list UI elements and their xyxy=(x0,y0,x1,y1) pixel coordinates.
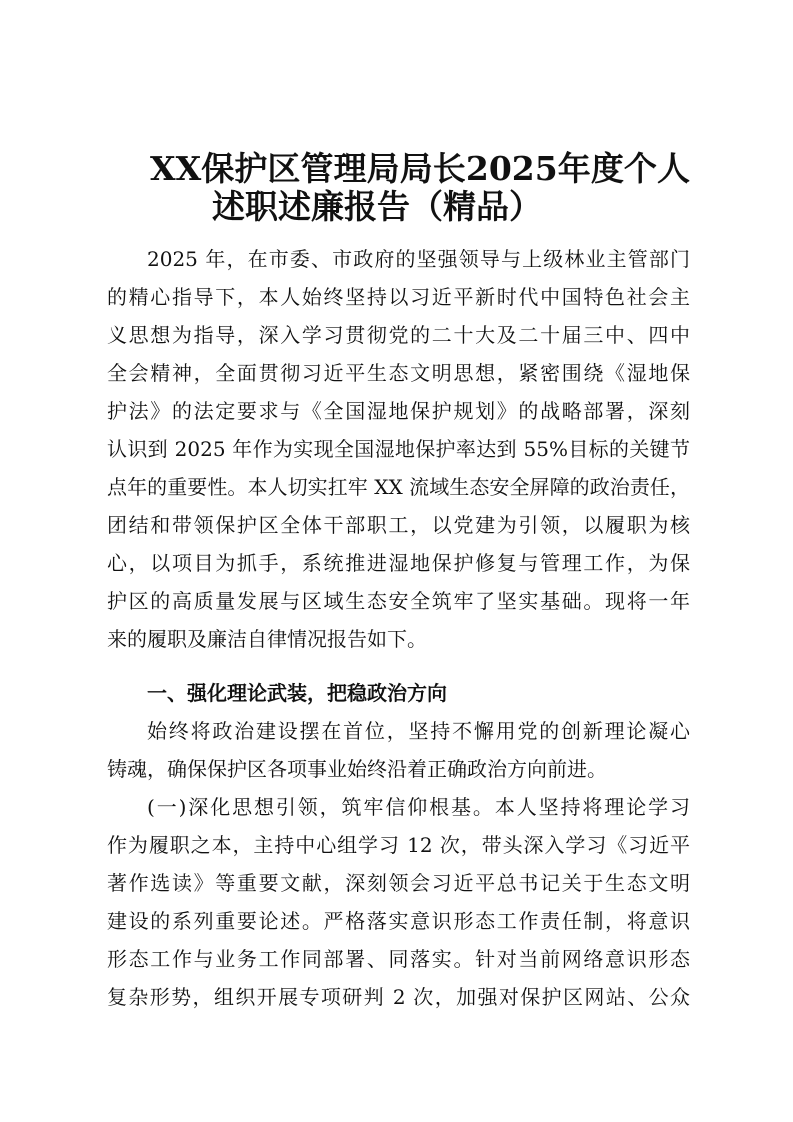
text-line: (一)深化思想引领，筑牢信仰根基。本人坚持将理论学习 xyxy=(147,795,690,819)
text-line: 的精心指导下，本人始终坚持以习近平新时代中国特色社会主 xyxy=(107,285,690,309)
text-line: 形态工作与业务工作同部署、同落实。针对当前网络意识形态 xyxy=(107,947,690,971)
text-line: 全会精神，全面贯彻习近平生态文明思想，紧密围绕《湿地保 xyxy=(107,361,690,385)
section-heading: 一、强化理论武装，把稳政治方向 xyxy=(147,681,447,705)
text-line: 作为履职之本，主持中心组学习 12 次，带头深入学习《习近平 xyxy=(107,833,690,857)
text-line: 始终将政治建设摆在首位，坚持不懈用党的创新理论凝心 xyxy=(147,719,690,743)
text-line: 铸魂，确保保护区各项事业始终沿着正确政治方向前进。 xyxy=(107,757,607,781)
text-line: 义思想为指导，深入学习贯彻党的二十大及二十届三中、四中 xyxy=(107,323,690,347)
text-line: 来的履职及廉洁自律情况报告如下。 xyxy=(107,627,427,651)
text-line: 认识到 2025 年作为实现全国湿地保护率达到 55%目标的关键节 xyxy=(107,437,690,461)
text-line: 建设的系列重要论述。严格落实意识形态工作责任制，将意识 xyxy=(107,909,690,933)
text-line: 点年的重要性。本人切实扛牢 XX 流域生态安全屏障的政治责任， xyxy=(107,475,690,499)
text-line: 著作选读》等重要文献，深刻领会习近平总书记关于生态文明 xyxy=(107,871,690,895)
text-line: 团结和带领保护区全体干部职工，以党建为引领，以履职为核 xyxy=(107,513,690,537)
text-line: 护法》的法定要求与《全国湿地保护规划》的战略部署，深刻 xyxy=(107,399,690,423)
text-line: 心，以项目为抓手，系统推进湿地保护修复与管理工作，为保 xyxy=(107,551,690,575)
text-line: 护区的高质量发展与区域生态安全筑牢了坚实基础。现将一年 xyxy=(107,589,690,613)
text-line: 复杂形势，组织开展专项研判 2 次，加强对保护区网站、公众 xyxy=(107,985,690,1009)
text-line: 2025 年，在市委、市政府的坚强领导与上级林业主管部门 xyxy=(147,247,690,271)
document-title-line-1: XX保护区管理局局长2025年度个人 xyxy=(150,149,690,188)
document-title-line-2: 述职述廉报告（精品） xyxy=(212,187,542,226)
